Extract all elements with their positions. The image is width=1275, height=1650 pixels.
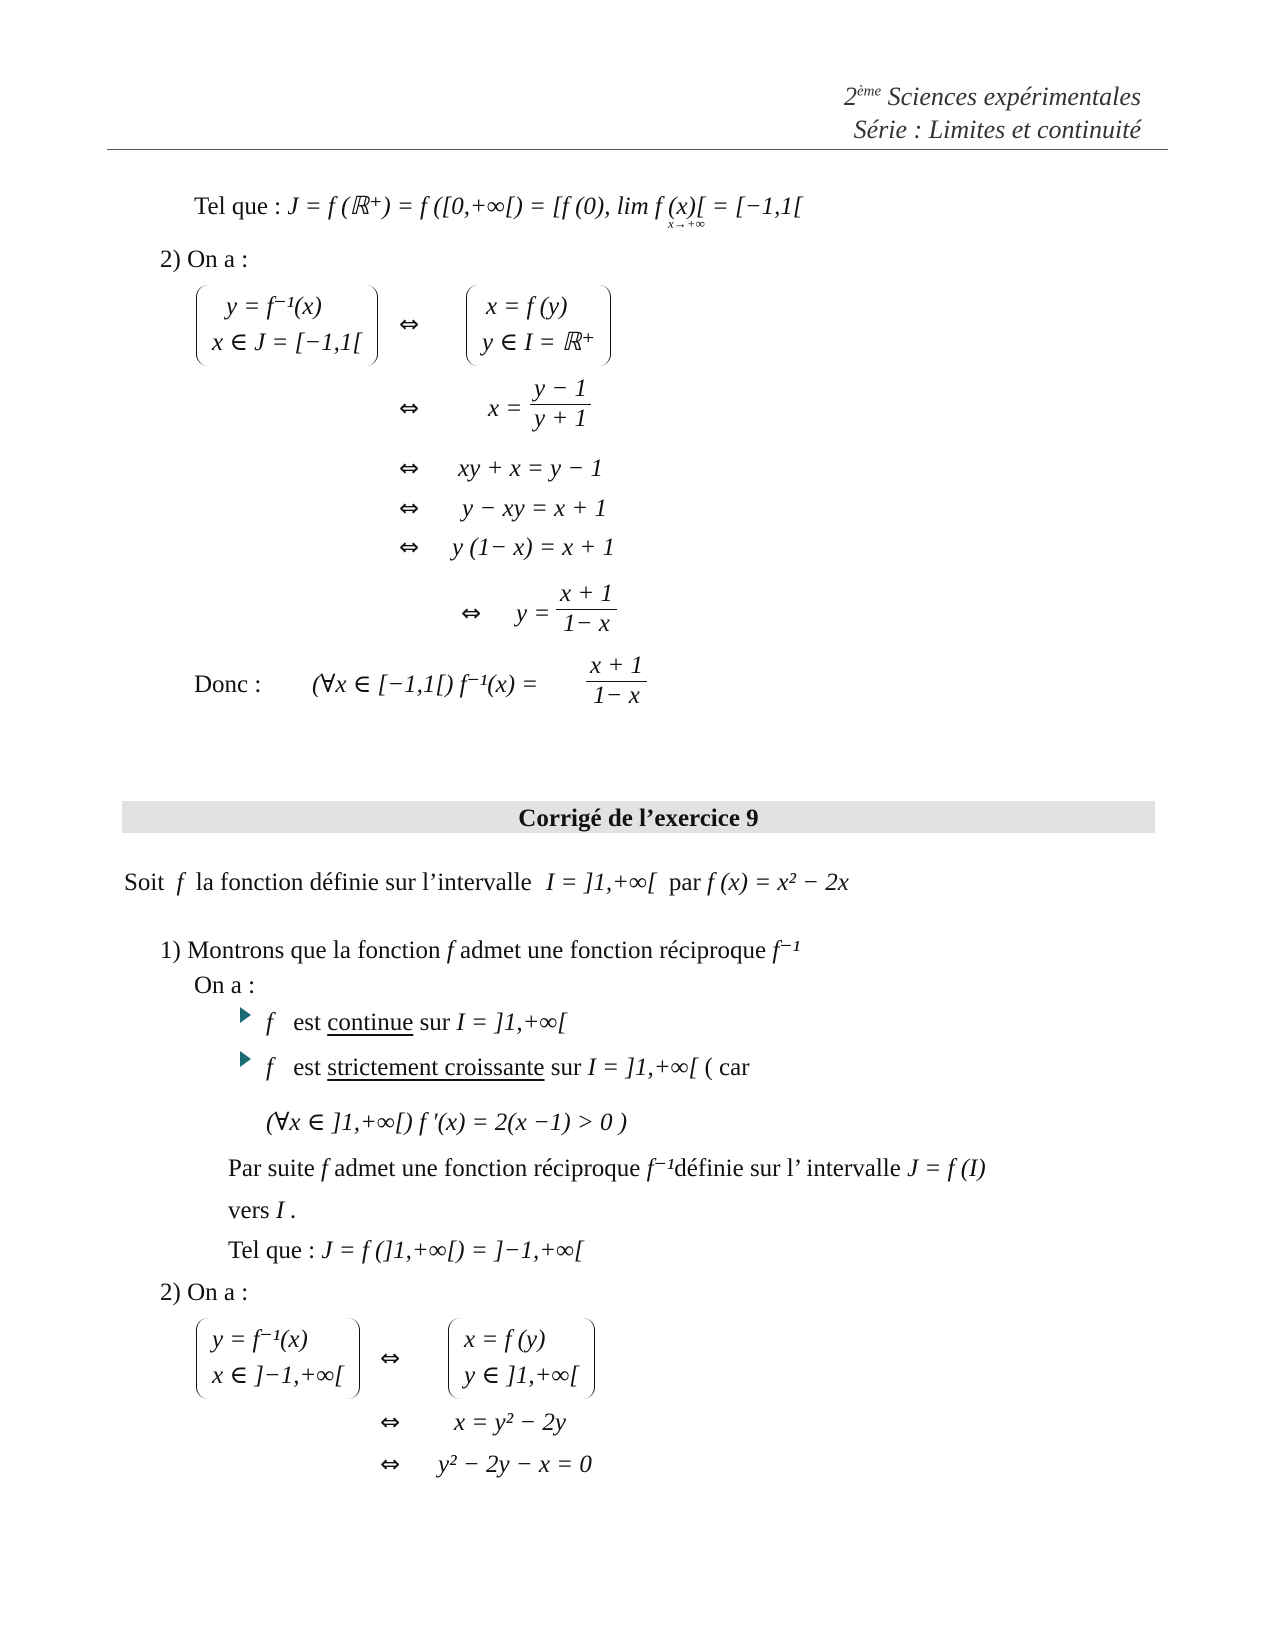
intro-mid: la fonction définie sur l’intervalle xyxy=(195,869,532,896)
donc-label: Donc : xyxy=(194,671,262,698)
header-divider xyxy=(107,149,1168,150)
system-left-braces-ex9 xyxy=(196,1318,360,1399)
step5-numerator: x + 1 xyxy=(556,580,617,610)
system-left-braces xyxy=(196,285,378,366)
system-left-ex9-line-2: x ∈ ]−1,+∞[ xyxy=(212,1362,344,1390)
system-right-ex9 xyxy=(448,1318,595,1399)
system-right-braces xyxy=(466,285,611,366)
intro-interval: I = ]1,+∞[ xyxy=(546,869,657,896)
question-2-label: 2) On a : xyxy=(160,246,249,273)
par-suite xyxy=(228,1156,986,1181)
system-left-ex9 xyxy=(196,1318,360,1399)
bullet2-keyword: strictement croissante xyxy=(327,1054,545,1081)
bullet1-est: est xyxy=(293,1009,321,1036)
donc-denominator: 1− x xyxy=(593,681,640,709)
par-suite-finv: f⁻¹ xyxy=(646,1155,675,1182)
bullet-arrow-icon xyxy=(240,1051,251,1067)
bullet2-f: f xyxy=(266,1054,273,1081)
equiv-arrow-5: ⇔ xyxy=(461,599,482,627)
bullet1-sur: sur xyxy=(419,1009,451,1036)
bullet-arrow-icon xyxy=(240,1007,251,1023)
step1-numerator: y − 1 xyxy=(530,375,591,405)
system-right xyxy=(466,285,611,366)
q1-f: f xyxy=(446,937,454,964)
equiv-arrow-1: ⇔ xyxy=(399,394,420,422)
bullet2-car: ( car xyxy=(704,1054,750,1081)
system-right-ex9-line-1: x = f (y) xyxy=(464,1326,546,1353)
step5-denominator: 1− x xyxy=(563,609,610,637)
bullet1-keyword: continue xyxy=(327,1009,414,1036)
header-series: Série : Limites et continuité xyxy=(853,115,1141,144)
intro-par: par xyxy=(668,869,701,896)
bullet2-sur: sur xyxy=(550,1054,582,1081)
vers-label: vers xyxy=(228,1197,270,1224)
header-level-text: Sciences expérimentales xyxy=(887,82,1141,111)
section-title: Corrigé de l’exercice 9 xyxy=(518,805,759,832)
section-band xyxy=(122,801,1155,833)
bullet2-interval: I = ]1,+∞[ xyxy=(587,1054,699,1081)
header-level-sup: ème xyxy=(856,83,882,100)
bullet1-interval: I = ]1,+∞[ xyxy=(456,1009,567,1036)
system-left-ex9-line-1: y = f⁻¹(x) xyxy=(212,1326,308,1353)
q1-rest: admet une fonction réciproque xyxy=(459,937,767,964)
header-level-num: 2 xyxy=(843,82,857,111)
tel-que-expression-2: J = f (]1,+∞[) = ]−1,+∞[ xyxy=(321,1237,584,1264)
bullet-1 xyxy=(266,1010,567,1035)
question-1 xyxy=(160,938,800,963)
question-2-label-ex9: 2) On a : xyxy=(160,1279,249,1306)
tel-que-label: Tel que : xyxy=(194,193,282,220)
ex9-step1: x = y² − 2y xyxy=(454,1409,567,1436)
intro-function: f (x) = x² − 2x xyxy=(707,869,849,896)
tel-que-label-2: Tel que : xyxy=(228,1237,316,1264)
system-left xyxy=(196,285,378,366)
step2: xy + x = y − 1 xyxy=(458,455,603,482)
q1-finv: f⁻¹ xyxy=(772,937,800,964)
system-right-ex9-line-2: y ∈ ]1,+∞[ xyxy=(464,1362,580,1390)
step4: y (1− x) = x + 1 xyxy=(452,534,616,561)
equiv-arrow-2: ⇔ xyxy=(399,454,420,482)
system-left-line-2: x ∈ J = [−1,1[ xyxy=(212,329,363,357)
par-suite-f: f xyxy=(321,1155,328,1182)
step5-lhs: y = xyxy=(516,600,551,627)
system-right-line-1: x = f (y) xyxy=(486,293,568,320)
equiv-arrow-ex9-2: ⇔ xyxy=(380,1450,401,1478)
par-suite-2: admet une fonction réciproque xyxy=(334,1155,641,1182)
vers-I: I . xyxy=(275,1197,297,1224)
bullet-2 xyxy=(266,1055,750,1080)
on-a-label: On a : xyxy=(194,972,256,999)
ex9-step2: y² − 2y − x = 0 xyxy=(438,1451,592,1478)
donc-fraction xyxy=(586,652,647,711)
system-left-line-1: y = f⁻¹(x) xyxy=(226,293,322,320)
exercise-intro xyxy=(124,870,849,895)
step1-denominator: y + 1 xyxy=(534,404,587,432)
bullet2-est: est xyxy=(293,1054,321,1081)
header-level xyxy=(844,82,1141,112)
step5-fraction xyxy=(556,580,617,639)
equiv-arrow-3: ⇔ xyxy=(399,494,420,522)
donc-numerator: x + 1 xyxy=(586,652,647,682)
par-suite-1: Par suite xyxy=(228,1155,315,1182)
bullet1-f: f xyxy=(266,1009,273,1036)
equiv-arrow-0: ⇔ xyxy=(399,310,420,338)
tel-que-line-1 xyxy=(194,194,803,219)
step1-lhs: x = xyxy=(488,395,523,422)
intro-f: f xyxy=(176,869,184,896)
par-suite-3: définie sur l’ intervalle xyxy=(674,1155,901,1182)
step3: y − xy = x + 1 xyxy=(462,495,607,522)
system-right-braces-ex9 xyxy=(448,1318,595,1399)
lim-subscript: x→+∞ xyxy=(668,216,705,231)
equiv-arrow-ex9-0: ⇔ xyxy=(380,1344,401,1372)
tel-que-expression: J = f (ℝ⁺) = f ([0,+∞[) = [f (0), lim f (x)[ = [−1,1[ xyxy=(287,193,803,220)
tel-que-line-2 xyxy=(228,1238,584,1263)
par-suite-J: J = f (I) xyxy=(907,1155,986,1182)
step1-fraction xyxy=(530,375,591,434)
bullet2-condition: (∀x ∈ ]1,+∞[) f ′(x) = 2(x −1) > 0 ) xyxy=(266,1109,628,1136)
system-right-line-2: y ∈ I = ℝ⁺ xyxy=(482,329,595,357)
equiv-arrow-ex9-1: ⇔ xyxy=(380,1408,401,1436)
q1-label: 1) Montrons que la fonction xyxy=(160,937,441,964)
donc-expression: (∀x ∈ [−1,1[) f⁻¹(x) = xyxy=(312,671,539,698)
equiv-arrow-4: ⇔ xyxy=(399,533,420,561)
vers-line xyxy=(228,1198,297,1223)
intro-text: Soit xyxy=(124,869,165,896)
